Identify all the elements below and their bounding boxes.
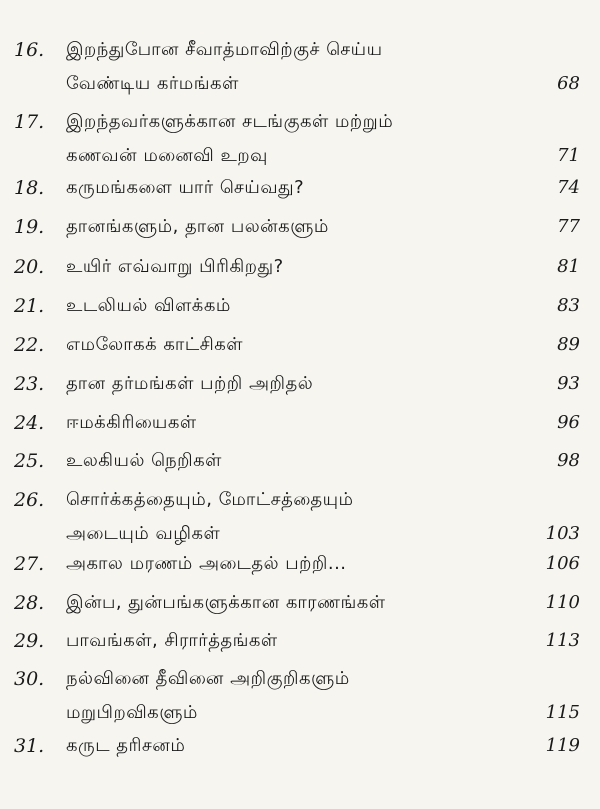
entry-number: 25. bbox=[14, 450, 45, 472]
entry-title-line-1: அகால மரணம் அடைதல் பற்றி... bbox=[66, 553, 347, 574]
entry-title-line-1: உயிர் எவ்வாறு பிரிகிறது? bbox=[66, 256, 284, 277]
entry-page-number: 93 bbox=[557, 373, 580, 394]
entry-title-line-1: தானங்களும், தான பலன்களும் bbox=[66, 216, 329, 237]
entry-page-number: 89 bbox=[557, 334, 580, 355]
entry-number: 30. bbox=[14, 668, 45, 690]
entry-number: 19. bbox=[14, 216, 45, 238]
entry-title-line-1: ஈமக்கிரியைகள் bbox=[66, 412, 197, 433]
entry-page-number: 81 bbox=[557, 256, 580, 277]
entry-number: 18. bbox=[14, 177, 45, 199]
entry-page-number: 77 bbox=[557, 216, 580, 237]
entry-title-line-1: தான தர்மங்கள் பற்றி அறிதல் bbox=[66, 373, 314, 394]
entry-title-line-2: கணவன் மனைவி உறவு bbox=[66, 145, 268, 166]
entry-title-line-1: சொர்க்கத்தையும், மோட்சத்தையும் bbox=[66, 489, 354, 510]
entry-page-number: 110 bbox=[545, 592, 580, 613]
entry-number: 22. bbox=[14, 334, 45, 356]
entry-number: 26. bbox=[14, 489, 45, 511]
entry-page-number: 119 bbox=[545, 735, 580, 756]
entry-number: 27. bbox=[14, 553, 45, 575]
entry-page-number: 115 bbox=[545, 702, 580, 723]
entry-number: 29. bbox=[14, 630, 45, 652]
entry-number: 24. bbox=[14, 412, 45, 434]
entry-page-number: 68 bbox=[557, 73, 580, 94]
entry-page-number: 96 bbox=[557, 412, 580, 433]
entry-number: 31. bbox=[14, 735, 45, 757]
entry-page-number: 83 bbox=[557, 295, 580, 316]
entry-title-line-1: உடலியல் விளக்கம் bbox=[66, 295, 231, 316]
entry-title-line-1: பாவங்கள், சிரார்த்தங்கள் bbox=[66, 630, 278, 651]
entry-page-number: 106 bbox=[545, 553, 580, 574]
entry-page-number: 74 bbox=[557, 177, 580, 198]
entry-title-line-1: இறந்துபோன சீவாத்மாவிற்குச் செய்ய bbox=[66, 39, 383, 60]
entry-title-line-1: கருட தரிசனம் bbox=[66, 735, 186, 756]
entry-number: 20. bbox=[14, 256, 45, 278]
entry-title-line-1: நல்வினை தீவினை அறிகுறிகளும் bbox=[66, 668, 350, 689]
entry-title-line-1: இன்ப, துன்பங்களுக்கான காரணங்கள் bbox=[66, 592, 386, 613]
entry-number: 23. bbox=[14, 373, 45, 395]
entry-number: 28. bbox=[14, 592, 45, 614]
entry-number: 16. bbox=[14, 39, 45, 61]
entry-page-number: 103 bbox=[545, 523, 580, 544]
entry-title-line-2: வேண்டிய கர்மங்கள் bbox=[66, 73, 239, 94]
entry-number: 21. bbox=[14, 295, 45, 317]
entry-page-number: 98 bbox=[557, 450, 580, 471]
entry-title-line-1: கருமங்களை யார் செய்வது? bbox=[66, 177, 305, 198]
entry-title-line-1: எமலோகக் காட்சிகள் bbox=[66, 334, 244, 355]
entry-title-line-2: மறுபிறவிகளும் bbox=[66, 702, 198, 723]
entry-title-line-1: உலகியல் நெறிகள் bbox=[66, 450, 222, 471]
entry-title-line-1: இறந்தவர்களுக்கான சடங்குகள் மற்றும் bbox=[66, 111, 394, 132]
entry-number: 17. bbox=[14, 111, 45, 133]
entry-title-line-2: அடையும் வழிகள் bbox=[66, 523, 221, 544]
entry-page-number: 113 bbox=[545, 630, 580, 651]
entry-page-number: 71 bbox=[557, 145, 580, 166]
